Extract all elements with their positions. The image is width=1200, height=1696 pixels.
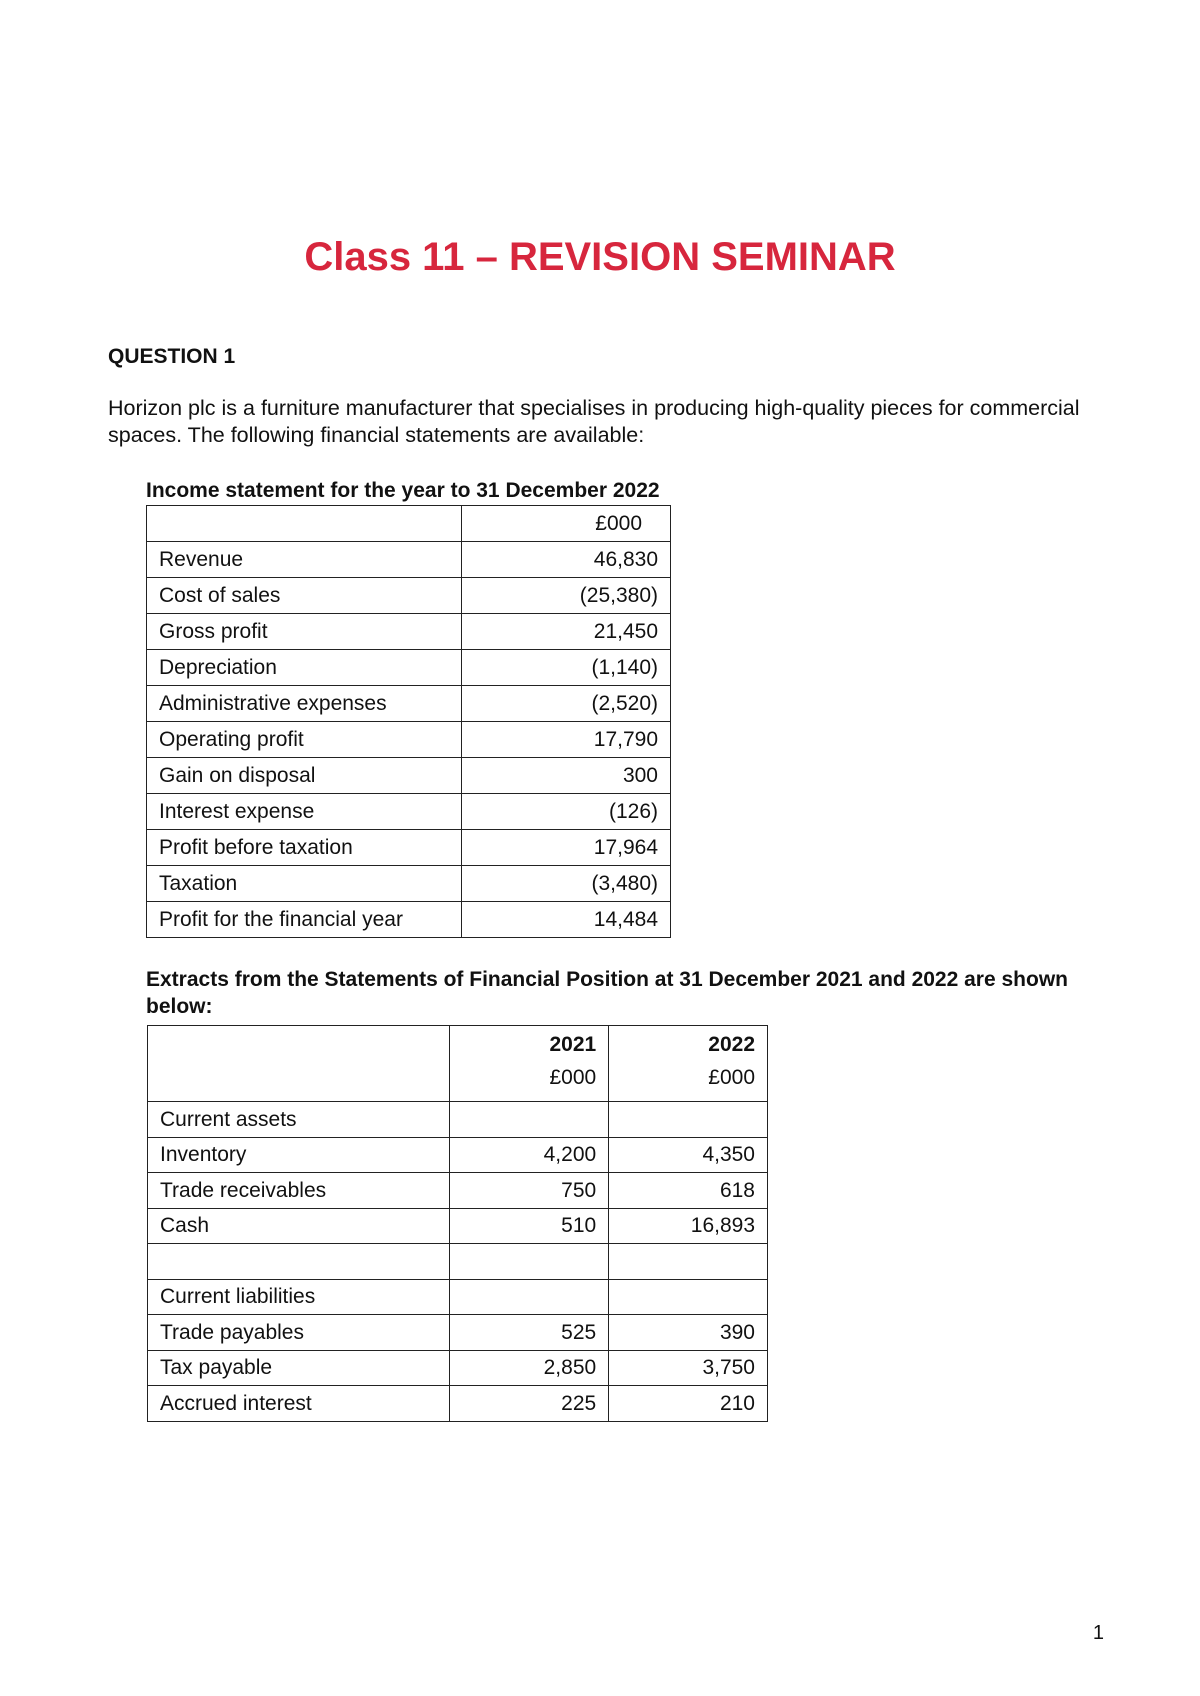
income-row-value: (3,480) xyxy=(462,866,671,902)
income-row-label: Gross profit xyxy=(147,614,462,650)
sfp-row-label: Trade payables xyxy=(148,1315,450,1351)
sfp-row-2022 xyxy=(609,1244,768,1280)
income-row xyxy=(147,578,671,614)
income-header-blank xyxy=(147,506,462,542)
sfp-header-row xyxy=(148,1026,768,1102)
income-row-value: (126) xyxy=(462,794,671,830)
sfp-row-2022 xyxy=(609,1102,768,1138)
page-number: 1 xyxy=(1092,1622,1104,1644)
sfp-row-label: Tax payable xyxy=(148,1350,450,1386)
income-statement-table xyxy=(146,505,671,938)
sfp-header-2021 xyxy=(450,1026,609,1102)
sfp-row-2021: 525 xyxy=(450,1315,609,1351)
sfp-row xyxy=(148,1350,768,1386)
income-row-label: Revenue xyxy=(147,542,462,578)
sfp-row-2022: 16,893 xyxy=(609,1208,768,1244)
income-row-label: Depreciation xyxy=(147,650,462,686)
sfp-row-label: Trade receivables xyxy=(148,1173,450,1209)
income-row-value: 17,964 xyxy=(462,830,671,866)
sfp-year-2022: 2022 xyxy=(708,1033,755,1056)
sfp-row-label xyxy=(148,1244,450,1280)
income-row xyxy=(147,902,671,938)
sfp-row-2022: 210 xyxy=(609,1386,768,1422)
income-statement-caption: Income statement for the year to 31 December 2022 xyxy=(146,479,660,502)
sfp-row-2022: 390 xyxy=(609,1315,768,1351)
sfp-row-2021: 2,850 xyxy=(450,1350,609,1386)
income-row-label: Taxation xyxy=(147,866,462,902)
sfp-row-2021 xyxy=(450,1279,609,1315)
sfp-row-2021: 225 xyxy=(450,1386,609,1422)
sfp-row-label: Current liabilities xyxy=(148,1279,450,1315)
sfp-row-label: Current assets xyxy=(148,1102,450,1138)
intro-paragraph: Horizon plc is a furniture manufacturer that specialises in producing high-quality pieces for commercial spaces. The following financial statements are available: xyxy=(108,396,1080,447)
sfp-row xyxy=(148,1244,768,1280)
sfp-row xyxy=(148,1386,768,1422)
sfp-row xyxy=(148,1279,768,1315)
sfp-table xyxy=(147,1025,768,1422)
sfp-row xyxy=(148,1315,768,1351)
question-label: QUESTION 1 xyxy=(108,345,236,368)
income-row xyxy=(147,722,671,758)
income-row-value: (25,380) xyxy=(462,578,671,614)
sfp-year-2021: 2021 xyxy=(549,1033,597,1056)
sfp-row-2021: 750 xyxy=(450,1173,609,1209)
sfp-row-2022 xyxy=(609,1279,768,1315)
income-row-value: 17,790 xyxy=(462,722,671,758)
sfp-header-2022 xyxy=(609,1026,768,1102)
sfp-row-2021 xyxy=(450,1244,609,1280)
sfp-caption: Extracts from the Statements of Financial Position at 31 December 2021 and 2022 are shown below: xyxy=(146,968,1068,1018)
sfp-row xyxy=(148,1137,768,1173)
income-row xyxy=(147,866,671,902)
income-row-label: Profit before taxation xyxy=(147,830,462,866)
income-row-value: (1,140) xyxy=(462,650,671,686)
income-row-value: 14,484 xyxy=(462,902,671,938)
sfp-row xyxy=(148,1208,768,1244)
income-row xyxy=(147,542,671,578)
sfp-row-2022: 4,350 xyxy=(609,1137,768,1173)
sfp-unit-2022: £000 xyxy=(708,1066,755,1089)
sfp-row-2022: 618 xyxy=(609,1173,768,1209)
page-title: Class 11 – REVISION SEMINAR xyxy=(304,235,896,279)
income-header-row xyxy=(147,506,671,542)
income-row xyxy=(147,830,671,866)
income-row-value: 300 xyxy=(462,758,671,794)
income-row-value: (2,520) xyxy=(462,686,671,722)
sfp-row-label: Inventory xyxy=(148,1137,450,1173)
sfp-row-2021 xyxy=(450,1102,609,1138)
income-row xyxy=(147,614,671,650)
income-row xyxy=(147,650,671,686)
sfp-row-2021: 4,200 xyxy=(450,1137,609,1173)
sfp-row-label: Cash xyxy=(148,1208,450,1244)
income-row-label: Operating profit xyxy=(147,722,462,758)
income-row-label: Interest expense xyxy=(147,794,462,830)
sfp-row-2021: 510 xyxy=(450,1208,609,1244)
income-row-value: 21,450 xyxy=(462,614,671,650)
income-row xyxy=(147,686,671,722)
sfp-row xyxy=(148,1102,768,1138)
income-row-label: Administrative expenses xyxy=(147,686,462,722)
income-row-label: Gain on disposal xyxy=(147,758,462,794)
sfp-row-2022: 3,750 xyxy=(609,1350,768,1386)
income-row-label: Profit for the financial year xyxy=(147,902,462,938)
sfp-unit-2021: £000 xyxy=(549,1066,597,1089)
sfp-row xyxy=(148,1173,768,1209)
income-row xyxy=(147,758,671,794)
sfp-row-label: Accrued interest xyxy=(148,1386,450,1422)
income-row-label: Cost of sales xyxy=(147,578,462,614)
income-row-value: 46,830 xyxy=(462,542,671,578)
income-row xyxy=(147,794,671,830)
sfp-header-blank xyxy=(148,1026,450,1102)
income-unit-header: £000 xyxy=(462,506,671,542)
